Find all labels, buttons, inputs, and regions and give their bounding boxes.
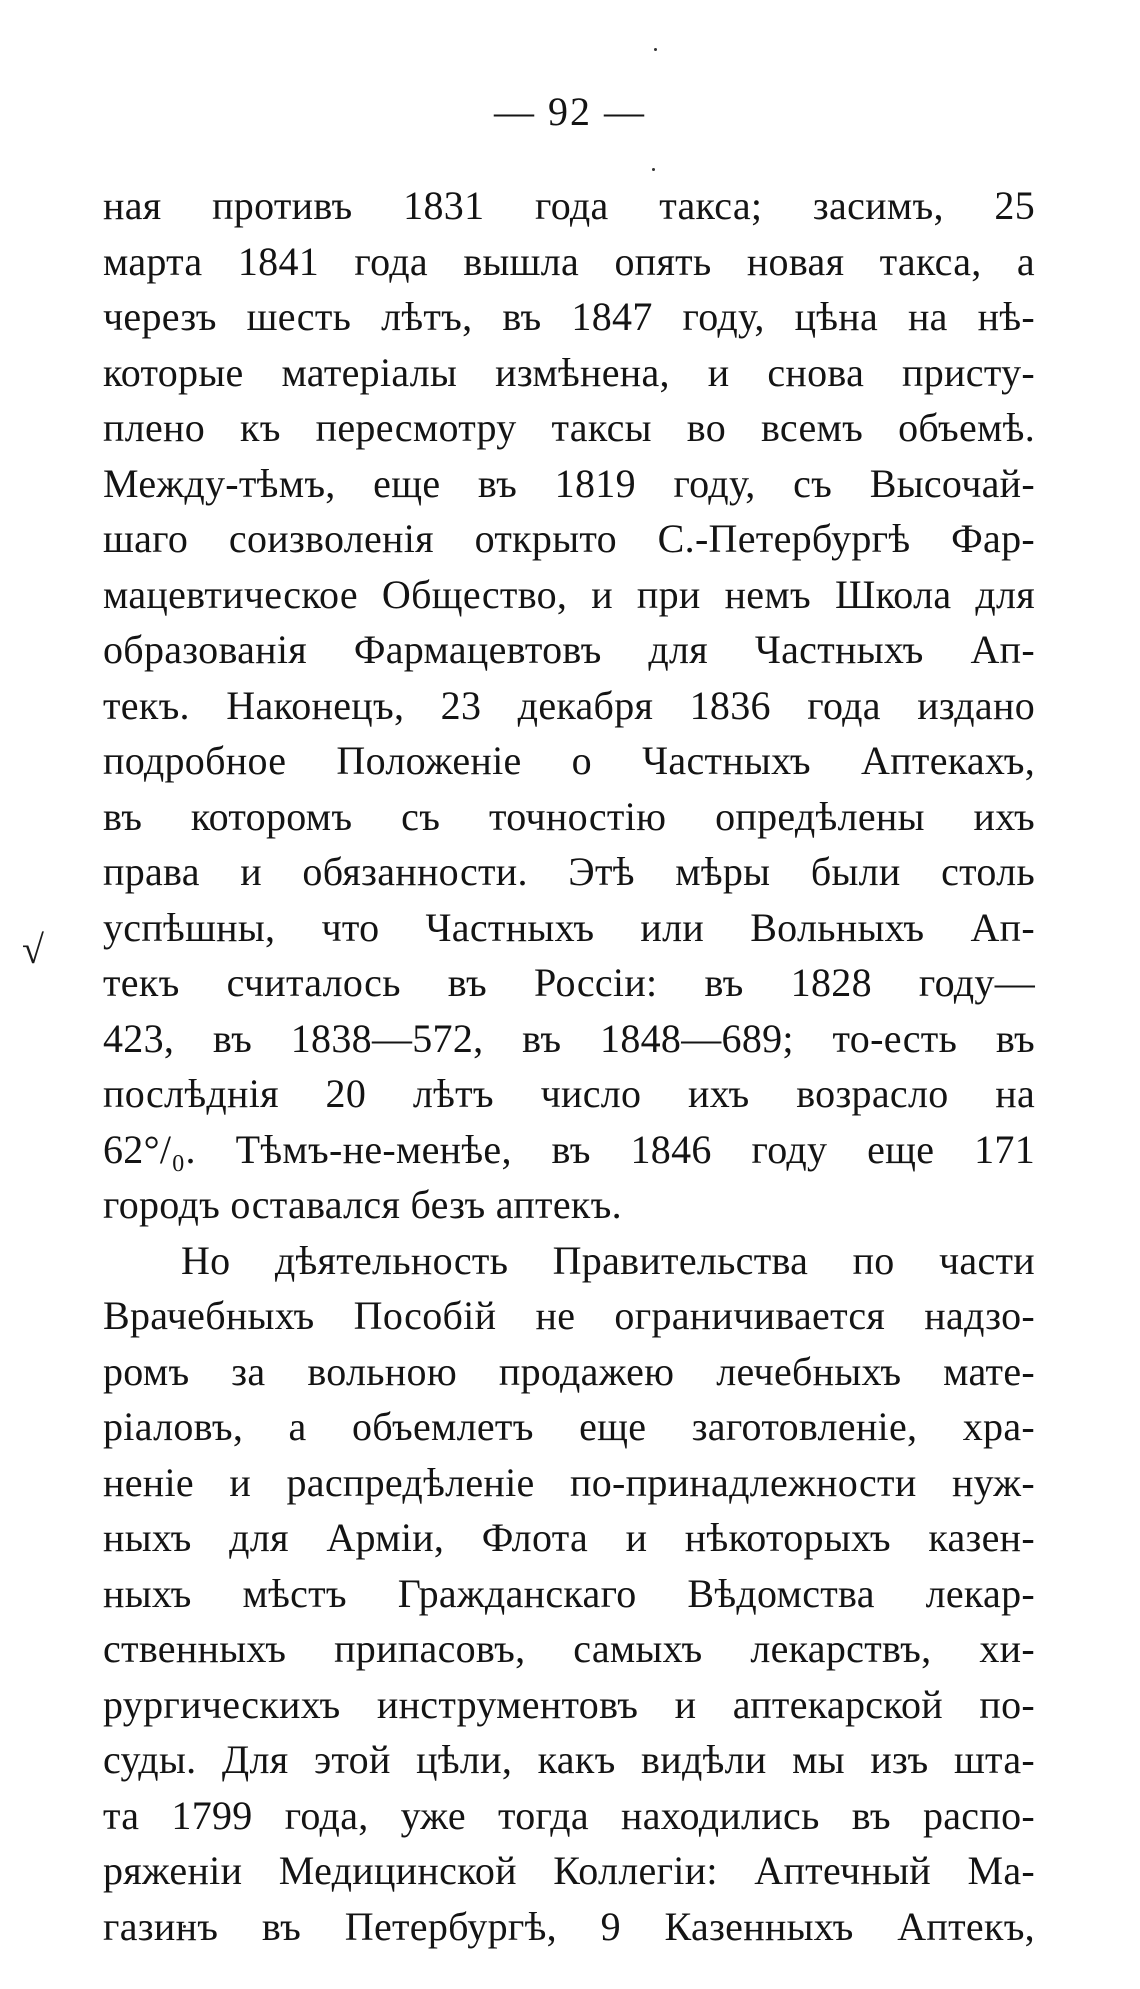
text-line: та 1799 года, уже тогда находились въ распо- [103,1792,1035,1838]
paragraph-first-line: Но дѣятельность Правительства по части [181,1237,1035,1283]
text-line: суды. Для этой цѣли, какъ видѣли мы изъ шта- [103,1737,1035,1782]
text-line: ныхъ для Арміи, Флота и нѣкоторыхъ казен- [103,1515,1035,1560]
text-line: послѣднія 20 лѣтъ число ихъ возрасло на [103,1071,1035,1116]
text-line: 423, въ 1838—572, въ 1848—689; то-есть въ [103,1015,1035,1061]
text-line: городъ оставался безъ аптекъ. [103,1182,622,1227]
text-line: 62°/₀. Тѣмъ-не-менѣе, въ 1846 году еще 171 [103,1126,1035,1172]
text-line: газинъ въ Петербургѣ, 9 Казенныхъ Аптекъ, [103,1903,1035,1949]
page-number: — 92 — [494,89,646,134]
text-line: въ которомъ съ точностію опредѣлены ихъ [103,793,1035,839]
text-line: ряженіи Медицинской Коллегіи: Аптечный Ма- [103,1848,1035,1893]
margin-check-mark: √ [22,927,44,972]
text-line: которые матеріалы измѣнена, и снова присту- [103,349,1035,395]
text-line: шаго соизволенія открыто С.-Петербургѣ Фар- [103,516,1035,561]
text-line: Врачебныхъ Пособій не ограничивается надзо- [103,1293,1035,1338]
text-line: неніе и распредѣленіе по-принадлежности нуж- [103,1459,1035,1505]
paper-speck [654,48,657,51]
text-line: рургическихъ инструментовъ и аптекарской по- [103,1681,1035,1727]
text-line: ріаловъ, а объемлетъ еще заготовленіе, хра- [103,1404,1035,1449]
text-line: ная противъ 1831 года такса; засимъ, 25 [103,183,1035,228]
paper-speck [652,168,655,171]
text-line: текъ. Наконецъ, 23 декабря 1836 года издано [103,682,1035,728]
text-line: успѣшны, что Частныхъ или Вольныхъ Ап- [103,904,1035,950]
text-line: ственныхъ припасовъ, самыхъ лекарствъ, хи- [103,1626,1035,1671]
text-line: образованія Фармацевтовъ для Частныхъ Ап- [103,627,1035,672]
text-line: права и обязанности. Этѣ мѣры были столь [103,849,1035,894]
text-line: марта 1841 года вышла опять новая такса, а [103,238,1035,284]
text-line: черезъ шесть лѣтъ, въ 1847 году, цѣна на нѣ- [103,294,1035,339]
text-line: плено къ пересмотру таксы во всемъ объемѣ. [103,405,1035,450]
text-line: ромъ за вольною продажею лечебныхъ мате- [103,1348,1035,1394]
text-line: Между-тѣмъ, еще въ 1819 году, съ Высочай- [103,460,1035,506]
text-line: ныхъ мѣстъ Гражданскаго Вѣдомства лекар- [103,1570,1035,1616]
text-line: мацевтическое Общество, и при немъ Школа для [103,571,1035,617]
text-line: текъ считалось въ Россіи: въ 1828 году— [103,960,1035,1005]
text-line: подробное Положеніе о Частныхъ Аптекахъ, [103,738,1035,783]
body-text [103,178,1035,1954]
